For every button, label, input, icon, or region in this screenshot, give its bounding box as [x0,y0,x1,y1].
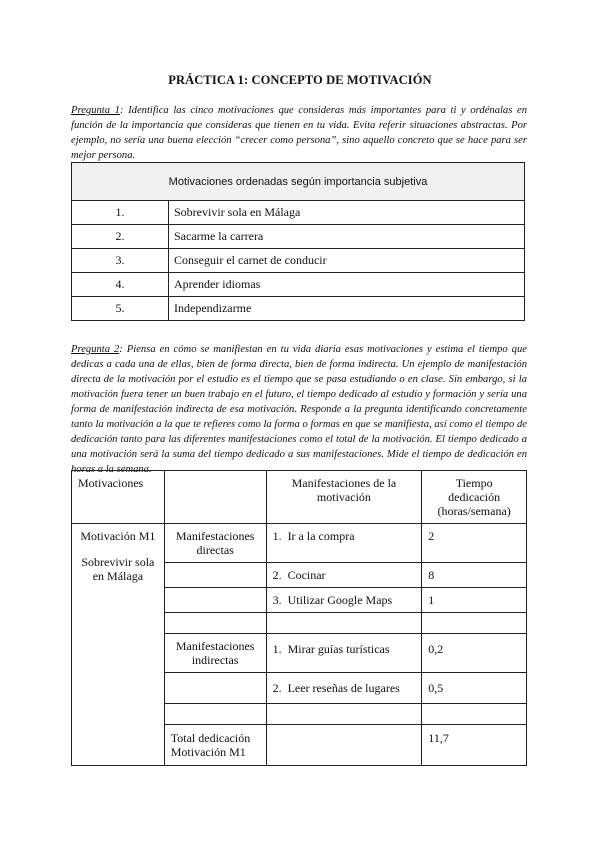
page-title: PRÁCTICA 1: CONCEPTO DE MOTIVACIÓN [168,73,432,87]
manifestation-number: 3. [272,593,282,607]
rank-number: 3. [72,249,169,273]
header-manifestaciones: Manifestaciones de la motivación [266,471,422,524]
empty-cell [422,704,527,725]
question-1-label: Pregunta 1 [71,105,120,116]
manifestation-cell [266,588,422,613]
empty-cell [164,673,266,704]
time-value: 2 [422,524,527,563]
rank-number: 2. [72,225,169,249]
empty-cell [266,725,422,766]
manifestation-cell [266,563,422,588]
motivation-time-table [71,470,527,766]
manifestation-text: Mirar guías turísticas [287,642,390,656]
manifestation-text: Ir a la compra [287,529,355,543]
direct-label: Manifestaciones directas [164,524,266,563]
table-row [72,273,525,297]
motivation-id: Motivación M1 [80,529,156,543]
table-header-row [72,471,527,524]
manifestation-number: 2. [272,681,282,695]
header-tiempo: Tiempo dedicación (horas/semana) [422,471,527,524]
time-value: 8 [422,563,527,588]
empty-cell [164,588,266,613]
table-row [72,297,525,321]
rank-number: 5. [72,297,169,321]
motivation-text: Aprender idiomas [169,273,525,297]
total-value: 11,7 [422,725,527,766]
manifestation-number: 2. [272,568,282,582]
motivation-text: Sacarme la carrera [169,225,525,249]
manifestation-cell [266,634,422,673]
question-1-text: : Identifica las cinco motivaciones que consideras más importantes para ti y ordénalas en función de la importancia que consideras que tienen en tu vida. Evita referir situaciones abstractas. Por ejemplo, no sería una buena elección “crecer como persona”, sino aquello concreto que se hace para ser mejor persona. [71,105,527,161]
total-label: Total dedicación Motivación M1 [164,725,266,766]
question-2-text: : Piensa en cómo se manifiestan en tu vida diaria esas motivaciones y estima el tiempo que dedicas a cada una de ellas, bien de forma directa, bien de forma indirecta. Un ejemplo de manifestación directa de la motivación por el estudio es el tiempo que se pasa estudiando o en clase. Sin embargo, si la motivación fuera tener un buen trabajo en el futuro, el tiempo dedicado al estudio y formación y sería una forma de manifestación indirecta de esa motivación. Responde a la pregunta identificando concretamente tanto la motivación a la que te refieres como la forma o formas en que se manifiesta, así como el tiempo de dedicación tanto para las diferentes manifestaciones como el total de la motivación. El tiempo dedicado a una motivación será la suma del tiempo dedicado a sus manifestaciones. Mide el tiempo de dedicación en horas a la semana. [71,344,527,475]
header-motivaciones: Motivaciones [72,471,165,524]
empty-cell [266,613,422,634]
manifestation-text: Leer reseñas de lugares [287,681,400,695]
table-header: Motivaciones ordenadas según importancia subjetiva [72,163,525,201]
empty-cell [164,563,266,588]
manifestation-number: 1. [272,642,282,656]
manifestation-cell [266,673,422,704]
rank-number: 1. [72,201,169,225]
motivation-cell [72,524,165,766]
manifestation-text: Cocinar [287,568,326,582]
table-row [72,524,527,563]
motivation-text: Conseguir el carnet de conducir [169,249,525,273]
time-value: 1 [422,588,527,613]
manifestation-number: 1. [272,529,282,543]
question-2 [71,342,527,477]
empty-cell [164,613,266,634]
indirect-label: Manifestaciones indirectas [164,634,266,673]
table-row [72,201,525,225]
manifestation-text: Utilizar Google Maps [287,593,393,607]
header-empty [164,471,266,524]
table-row [72,249,525,273]
empty-cell [266,704,422,725]
table-row [72,225,525,249]
empty-cell [164,704,266,725]
motivation-text: Sobrevivir sola en Málaga [169,201,525,225]
question-2-label: Pregunta 2 [71,344,120,355]
manifestation-cell [266,524,422,563]
empty-cell [422,613,527,634]
time-value: 0,5 [422,673,527,704]
rank-number: 4. [72,273,169,297]
motivation-text: Independizarme [169,297,525,321]
motivations-ranking-table [71,162,525,321]
question-1 [71,103,527,163]
table-header-row [72,163,525,201]
time-value: 0,2 [422,634,527,673]
motivation-description: Sobrevivir sola en Málaga [81,555,155,583]
